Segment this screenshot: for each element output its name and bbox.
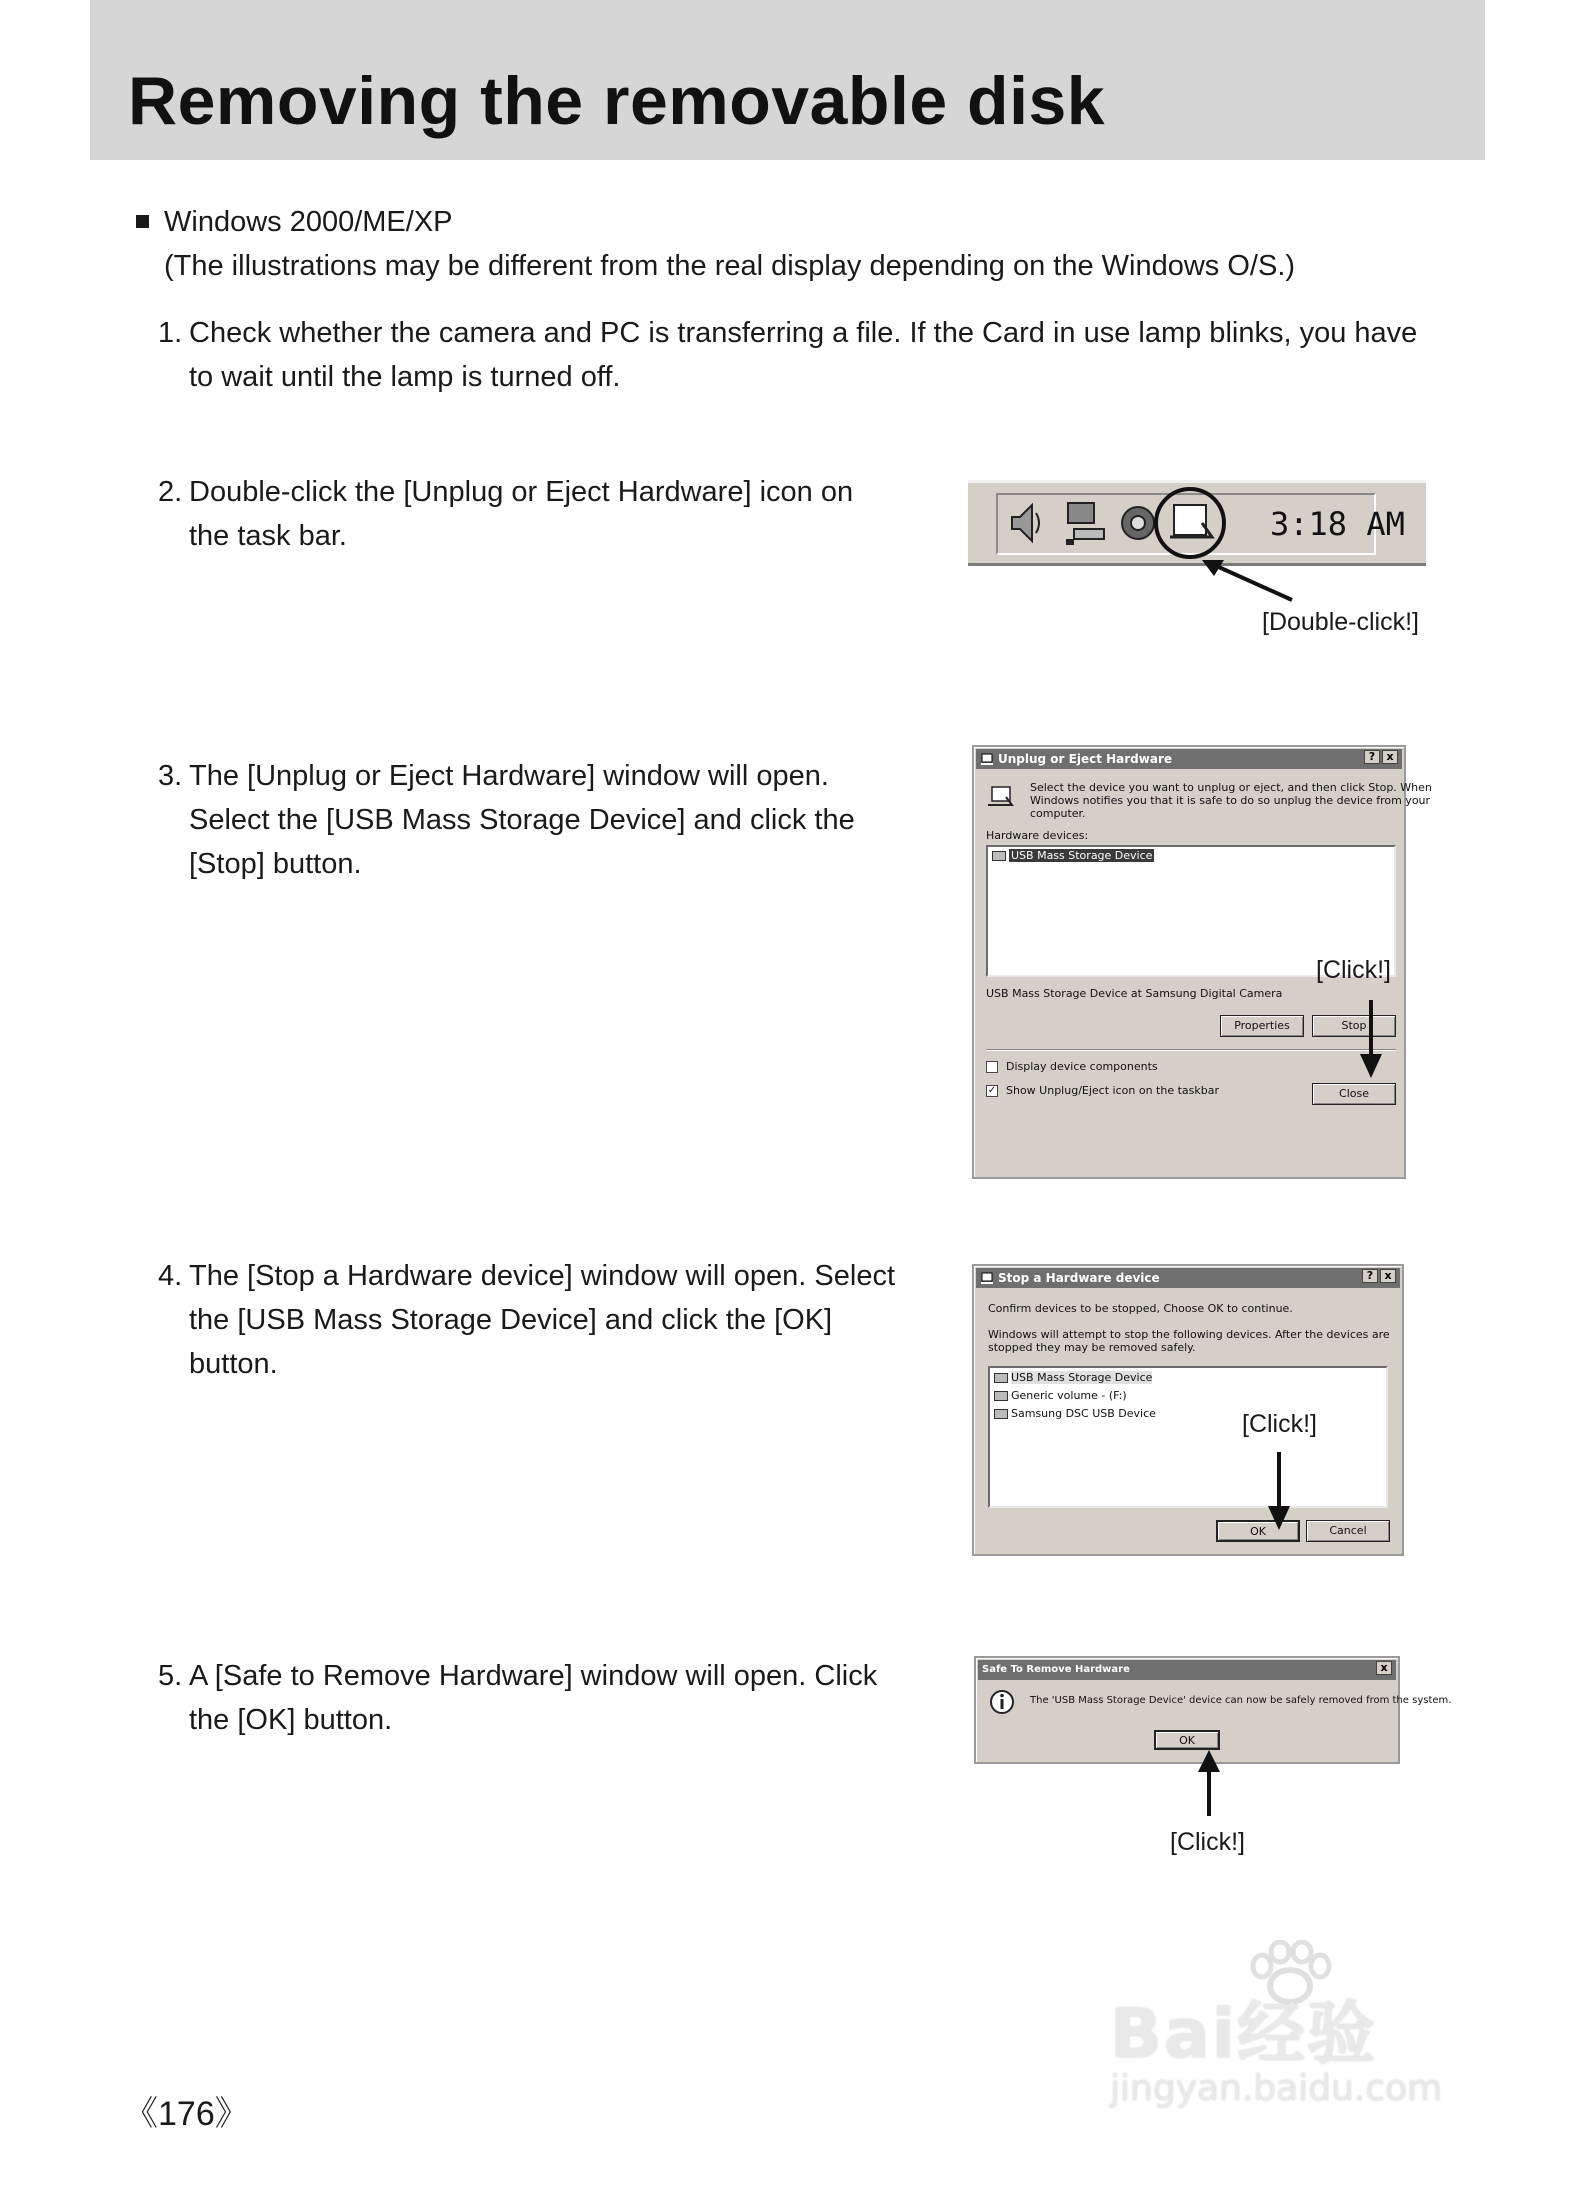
step-text: The [Unplug or Eject Hardware] window will open. Select the [USB Mass Storage Device] and click the [Stop] button.	[189, 760, 855, 880]
watermark-brand: Bai经验	[1110, 1995, 1378, 2074]
hardware-devices-label: Hardware devices:	[986, 829, 1089, 842]
arrow-icon	[1266, 1450, 1292, 1532]
help-button[interactable]: ?	[1362, 1269, 1378, 1283]
window-titlebar	[976, 749, 1402, 769]
display-components-label: Display device components	[1006, 1060, 1158, 1073]
help-button[interactable]: ?	[1364, 750, 1380, 764]
speaker-icon[interactable]	[1008, 499, 1044, 547]
device-name: Samsung DSC USB Device	[1011, 1407, 1156, 1420]
divider	[986, 1049, 1396, 1051]
step-text: Double-click the [Unplug or Eject Hardware] icon on the task bar.	[189, 476, 854, 552]
window-titlebar	[978, 1660, 1396, 1680]
close-dialog-button[interactable]: Close	[1312, 1083, 1396, 1105]
close-button[interactable]: x	[1380, 1269, 1396, 1283]
device-name: USB Mass Storage Device	[1011, 849, 1153, 862]
ok-button[interactable]: OK	[1154, 1730, 1220, 1750]
bullet-square	[136, 215, 149, 228]
step-number: 3.	[158, 760, 183, 792]
window-title: Unplug or Eject Hardware	[998, 752, 1173, 766]
step-text: The [Stop a Hardware device] window will open. Select the [USB Mass Storage Device] and click the [OK] button.	[189, 1260, 896, 1380]
notice-line: Windows will attempt to stop the following devices. After the devices are	[988, 1328, 1390, 1341]
info-icon	[988, 1688, 1016, 1716]
show-icon-checkbox[interactable]: ✓	[987, 1085, 997, 1096]
list-item[interactable]	[994, 1389, 1127, 1403]
watermark-url: jingyan.baidu.com	[1110, 2068, 1443, 2109]
list-item[interactable]	[994, 1371, 1152, 1385]
click-caption: [Click!]	[1170, 1828, 1245, 1856]
drive-icon	[994, 1409, 1008, 1419]
ok-button[interactable]: OK	[1216, 1520, 1300, 1542]
step-number: 2.	[158, 476, 183, 508]
step-text: A [Safe to Remove Hardware] window will open. Click the [OK] button.	[189, 1660, 878, 1736]
arrow-icon	[1196, 1748, 1222, 1818]
double-click-caption: [Double-click!]	[1262, 608, 1419, 636]
arrow-icon	[1358, 998, 1384, 1080]
instruction-line: Windows notifies you that it is safe to do so unplug the device from your	[1030, 794, 1431, 807]
close-button[interactable]: x	[1376, 1661, 1392, 1675]
cancel-button[interactable]: Cancel	[1306, 1520, 1390, 1542]
hardware-icon	[986, 783, 1016, 813]
usb-device-icon	[994, 1373, 1008, 1383]
step-4	[158, 1254, 898, 1386]
device-status: USB Mass Storage Device at Samsung Digital Camera	[986, 987, 1283, 1000]
list-item[interactable]	[992, 849, 1154, 863]
step-3	[158, 754, 898, 886]
show-icon-label: Show Unplug/Eject icon on the taskbar	[1006, 1084, 1219, 1097]
device-name: USB Mass Storage Device	[1011, 1371, 1153, 1384]
safe-remove-message: The 'USB Mass Storage Device' device can now be safely removed from the system.	[1030, 1695, 1452, 1706]
stop-button[interactable]: Stop	[1312, 1015, 1396, 1037]
taskbar-tray	[968, 480, 1426, 566]
hardware-icon	[980, 1271, 994, 1285]
unplug-eject-icon	[980, 752, 994, 766]
drive-icon	[994, 1391, 1008, 1401]
arrow-icon	[1200, 556, 1300, 606]
tray-clock[interactable]: 3:18 AM	[1270, 505, 1405, 543]
properties-button[interactable]: Properties	[1220, 1015, 1304, 1037]
instruction-line: computer.	[1030, 807, 1086, 820]
baidu-watermark	[1110, 1940, 1470, 2140]
safe-remove-window	[974, 1656, 1452, 1764]
step-1	[158, 311, 1428, 399]
unplug-eject-icon[interactable]	[1152, 485, 1228, 563]
os-heading: Windows 2000/ME/XP	[164, 206, 453, 238]
step-number: 1.	[158, 317, 183, 349]
page-number: 《176》	[124, 2095, 249, 2133]
step-number: 4.	[158, 1260, 183, 1292]
step-text: Check whether the camera and PC is transferring a file. If the Card in use lamp blinks, you have to wait until the lamp is turned off.	[189, 317, 1418, 393]
device-list[interactable]	[988, 1366, 1388, 1508]
display-components-checkbox[interactable]	[986, 1061, 998, 1073]
click-caption: [Click!]	[1242, 1410, 1317, 1438]
usb-device-icon	[992, 851, 1006, 861]
os-note: (The illustrations may be different from the real display depending on the Windows O/S.)	[164, 250, 1296, 282]
network-icon[interactable]	[1064, 499, 1108, 547]
step-2	[158, 470, 898, 558]
window-title: Safe To Remove Hardware	[982, 1664, 1130, 1675]
notice-line: stopped they may be removed safely.	[988, 1341, 1196, 1354]
instruction-line: Select the device you want to unplug or eject, and then click Stop. When	[1030, 781, 1432, 794]
window-titlebar	[976, 1268, 1400, 1288]
step-number: 5.	[158, 1660, 183, 1692]
window-title: Stop a Hardware device	[998, 1271, 1160, 1285]
confirm-text: Confirm devices to be stopped, Choose OK to continue.	[988, 1302, 1293, 1315]
click-caption: [Click!]	[1316, 956, 1391, 984]
stop-hardware-window	[972, 1264, 1404, 1556]
page-title: Removing the removable disk	[128, 63, 1106, 139]
device-name: Generic volume - (F:)	[1011, 1389, 1127, 1402]
close-button[interactable]: x	[1382, 750, 1398, 764]
list-item[interactable]	[994, 1407, 1156, 1421]
step-5	[158, 1654, 898, 1742]
